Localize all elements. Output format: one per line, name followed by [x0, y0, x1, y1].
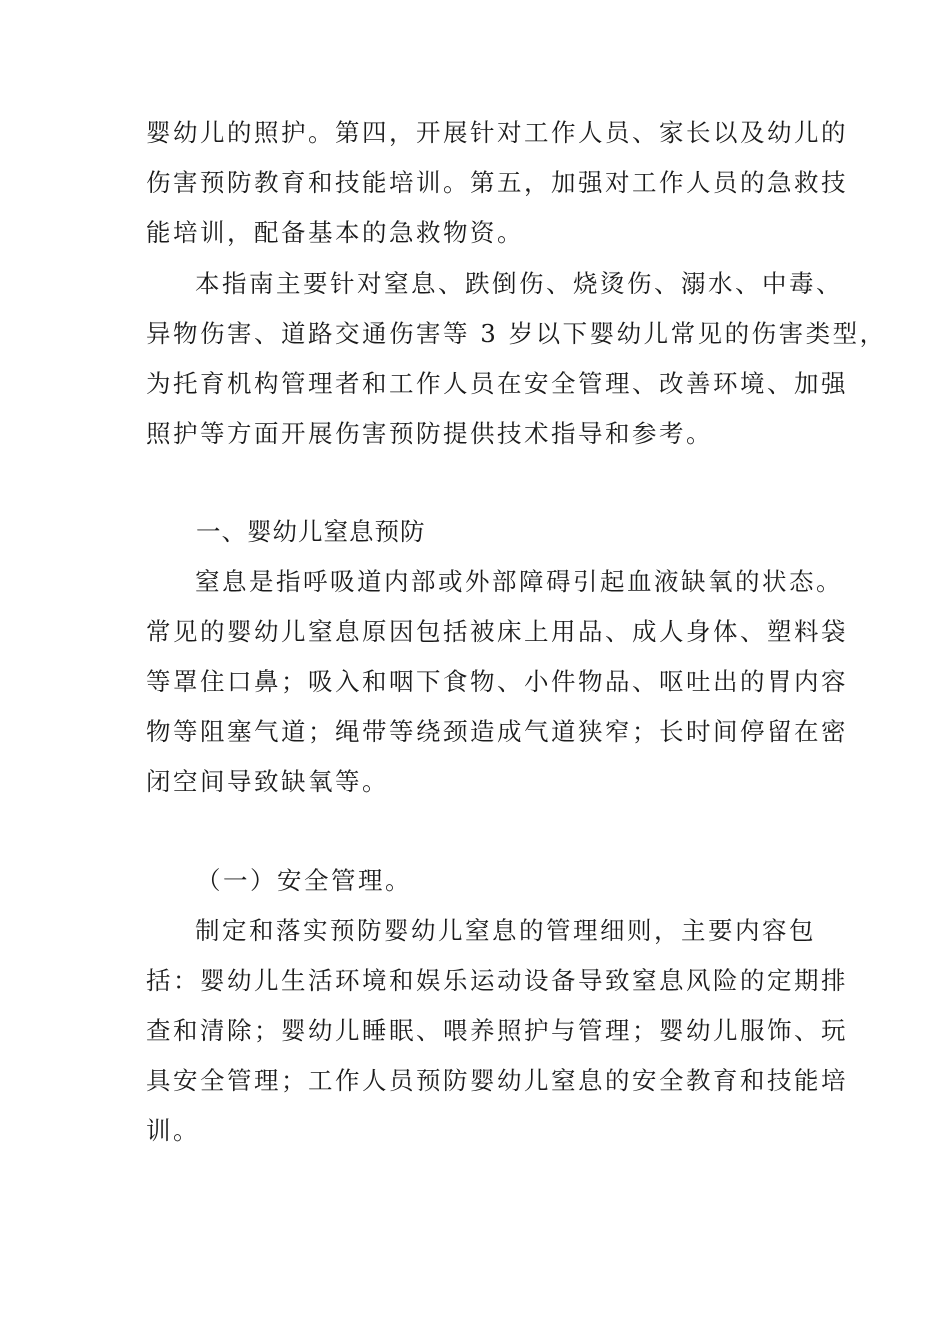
text-line: 能培训，配备基本的急救物资。	[146, 218, 524, 247]
text-line: 伤害预防教育和技能培训。第五，加强对工作人员的急救技	[146, 168, 848, 197]
section-heading: 一、婴幼儿窒息预防	[196, 517, 426, 546]
text-line: 异物伤害、道路交通伤害等 3 岁以下婴幼儿常见的伤害类型，	[146, 319, 887, 348]
text-line: 本指南主要针对窒息、跌倒伤、烧烫伤、溺水、中毒、	[195, 269, 843, 298]
text-line: 闭空间导致缺氧等。	[146, 767, 389, 796]
text-line: 照护等方面开展伤害预防提供技术指导和参考。	[146, 419, 713, 448]
text-line: 婴幼儿的照护。第四，开展针对工作人员、家长以及幼儿的	[146, 118, 848, 147]
text-line: 常见的婴幼儿窒息原因包括被床上用品、成人身体、塑料袋	[146, 617, 848, 646]
text-line: 查和清除；婴幼儿睡眠、喂养照护与管理；婴幼儿服饰、玩	[146, 1016, 848, 1045]
text-line: 为托育机构管理者和工作人员在安全管理、改善环境、加强	[146, 369, 848, 398]
subsection-heading: （一）安全管理。	[196, 866, 412, 895]
text-line: 具安全管理；工作人员预防婴幼儿窒息的安全教育和技能培	[146, 1066, 848, 1095]
text-line: 训。	[146, 1116, 200, 1145]
text-line: 窒息是指呼吸道内部或外部障碍引起血液缺氧的状态。	[195, 567, 843, 596]
text-line: 括：婴幼儿生活环境和娱乐运动设备导致窒息风险的定期排	[146, 966, 848, 995]
text-line: 物等阻塞气道；绳带等绕颈造成气道狭窄；长时间停留在密	[146, 717, 848, 746]
text-line: 制定和落实预防婴幼儿窒息的管理细则，主要内容包	[195, 916, 816, 945]
text-line: 等罩住口鼻；吸入和咽下食物、小件物品、呕吐出的胃内容	[146, 667, 848, 696]
